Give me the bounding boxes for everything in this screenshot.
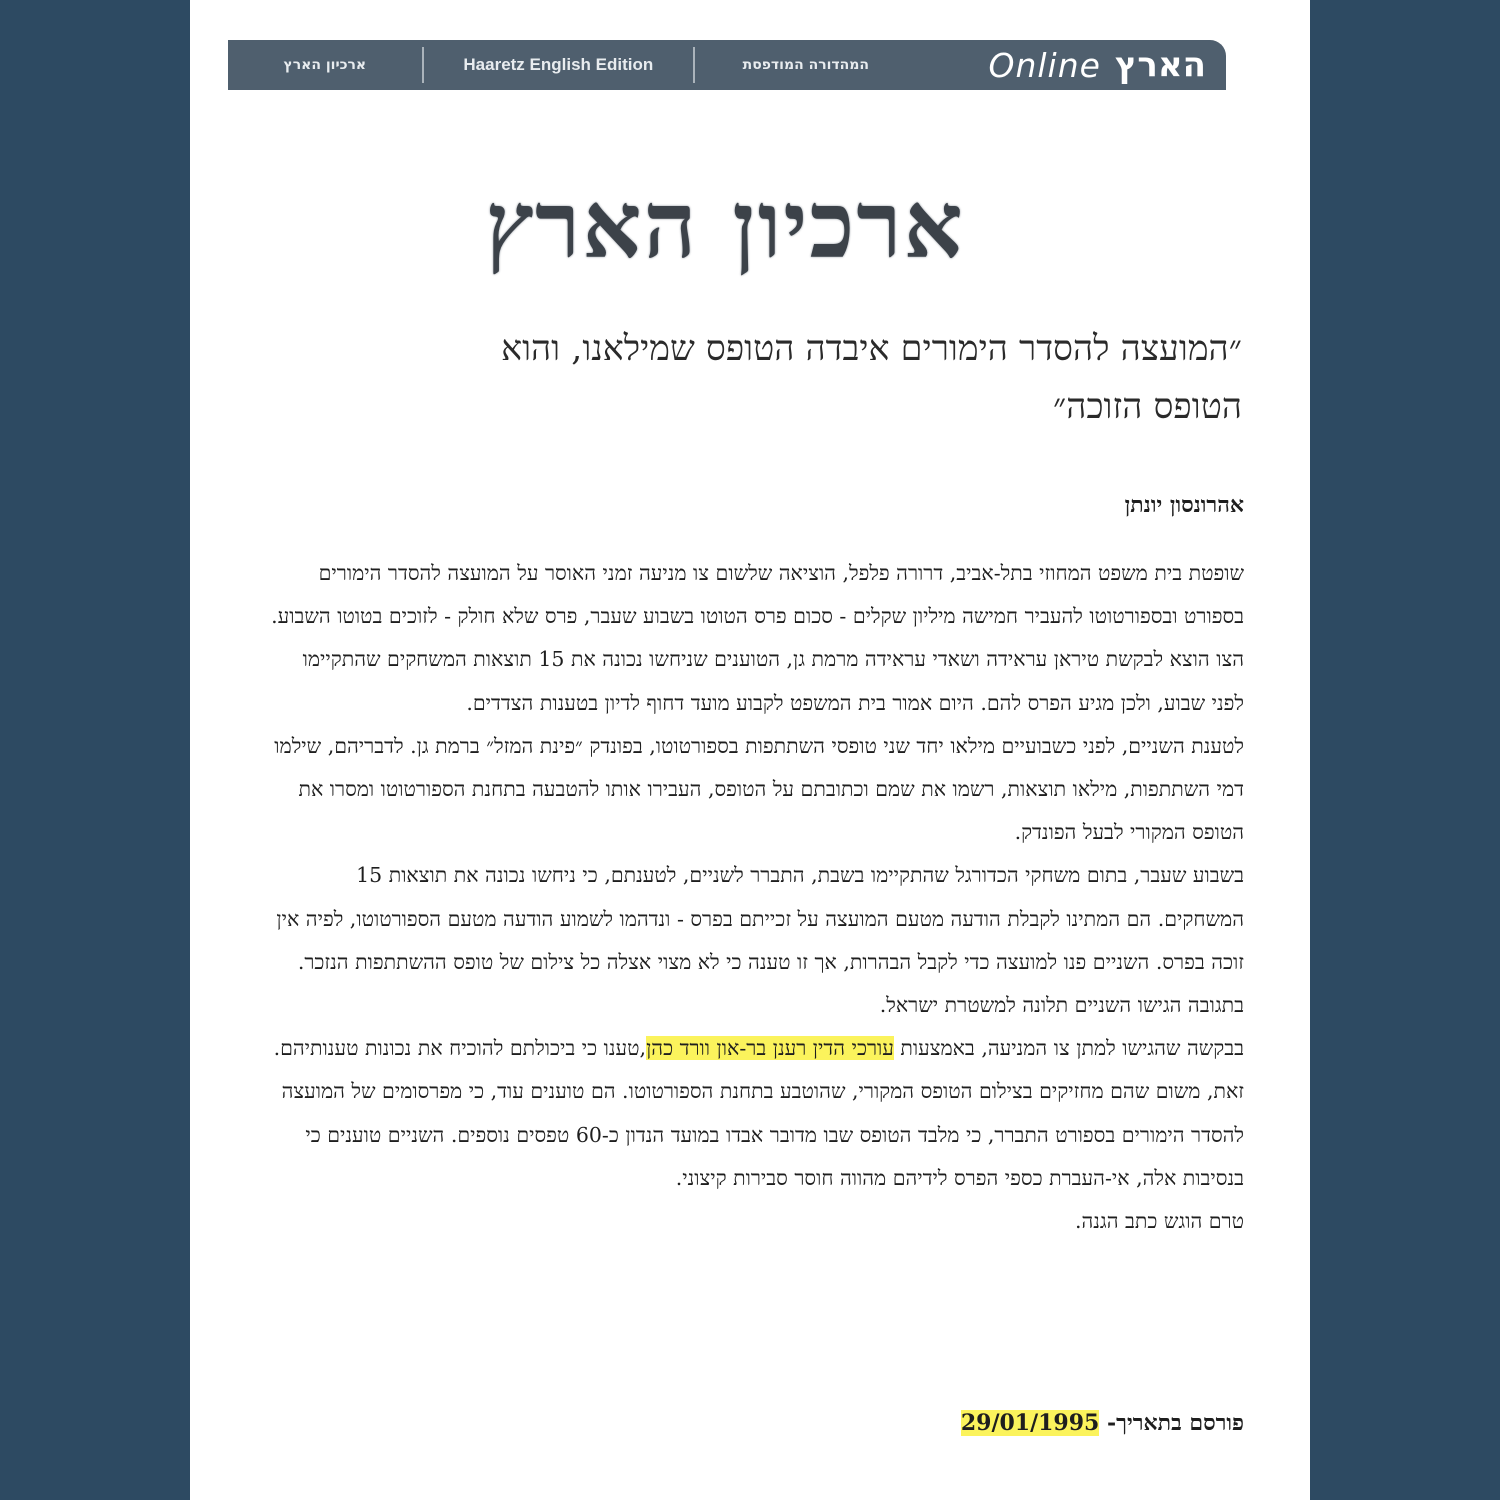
paragraph-5-start: בבקשה שהגישו למתן צו המניעה, באמצעות	[893, 1036, 1244, 1061]
paragraph-6: טרם הוגש כתב הגנה.	[1074, 1209, 1244, 1234]
article-body	[270, 552, 1244, 1243]
published-date: 29/01/1995	[960, 1410, 1100, 1436]
published-label: פורסם בתאריך-	[1107, 1410, 1244, 1436]
paragraph-4: בשבוע שעבר, בתום משחקי הכדורגל שהתקיימו בשבת, התברר לשניים, לטענתם, כי ניחשו נכונה את תוצאות 15 המשחקים. הם המתינו לקבלת הודעה מטעם המועצה על זכייתם בפרס - ונדהמו לשמוע הודעה מטעם הספורטוטו, לפיה אין זוכה בפרס. השניים פנו למועצה כדי לקבל הבהרות, אך זו טענה כי לא מצוי אצלה כל צילום של טופס ההשתתפות הנזכר. בתגובה הגישו השניים תלונה למשטרת ישראל.	[276, 863, 1244, 1018]
headline-line-1: ״המועצה להסדר הימורים איבדה הטופס שמילאנו, והוא	[501, 329, 1242, 369]
brand-hebrew: הארץ	[1114, 45, 1206, 85]
publication-line	[744, 1410, 1244, 1436]
highlighted-lawyers: עורכי הדין רענן בר-און וורד כהן	[646, 1036, 894, 1061]
archive-logo: ארכיון הארץ	[485, 171, 965, 279]
nav-english-edition[interactable]: Haaretz English Edition	[422, 47, 693, 83]
paragraph-5	[270, 1027, 1244, 1200]
nav-archive[interactable]: ארכיון הארץ	[283, 57, 367, 73]
headline-line-2: הטופס הזוכה״	[1053, 387, 1242, 427]
paragraph-1: שופטת בית משפט המחוזי בתל-אביב, דרורה פלפל, הוציאה שלשום צו מניעה זמני האוסר על המועצה להסדר הימורים בספורט ובספורטוטו להעביר חמישה מיליון שקלים - סכום פרס הטוטו בשבוע שעבר, פרס שלא חולק - לזוכים בטוטו השבוע.	[271, 561, 1244, 629]
article-headline	[340, 320, 1242, 436]
paragraph-3: לטענת השניים, לפני כשבועיים מילאו יחד שני טופסי השתתפות בספורטוטו, בפונדק ״פינת המזל״ ברמת גן. לדבריהם, שילמו דמי השתתפות, מילאו תוצאות, רשמו את שמם וכתובתם על הטופס, העבירו אותו להטבעה בתחנת הספורטוטו ומסרו את הטופס המקורי לבעל הפונדק.	[274, 733, 1244, 845]
paragraph-5-end: ,טענו כי ביכולתם להוכיח את נכונות טענותיהם. זאת, משום שהם מחזיקים בצילום הטופס המקורי, שהוטבע בתחנת הספורטוטו. הם טוענים עוד, כי מפרסומים של המועצה להסדר הימורים בספורט התברר, כי מלבד הטופס שבו מדובר אבדו במועד הנדון כ-60 טפסים נוספים. השניים טוענים כי בנסיבות אלה, אי-העברת כספי הפרס לידיהם מהווה חוסר סבירות קיצוני.	[273, 1036, 1244, 1190]
site-brand[interactable]	[917, 40, 1226, 90]
nav-print-edition[interactable]: המהדורה המודפסת	[693, 47, 917, 83]
document-page	[190, 0, 1310, 1500]
brand-online: Online	[988, 45, 1101, 85]
paragraph-2: הצו הוצא לבקשת טיראן עראידה ושאדי עראידה מרמת גן, הטוענים שניחשו נכונה את 15 תוצאות המשחקים שהתקיימו לפני שבוע, ולכן מגיע הפרס להם. היום אמור בית המשפט לקבוע מועד דחוף לדיון בטענות הצדדים.	[302, 647, 1244, 715]
site-header-bar	[228, 40, 1226, 90]
article-author: אהרונסון יונתן	[1124, 492, 1244, 518]
